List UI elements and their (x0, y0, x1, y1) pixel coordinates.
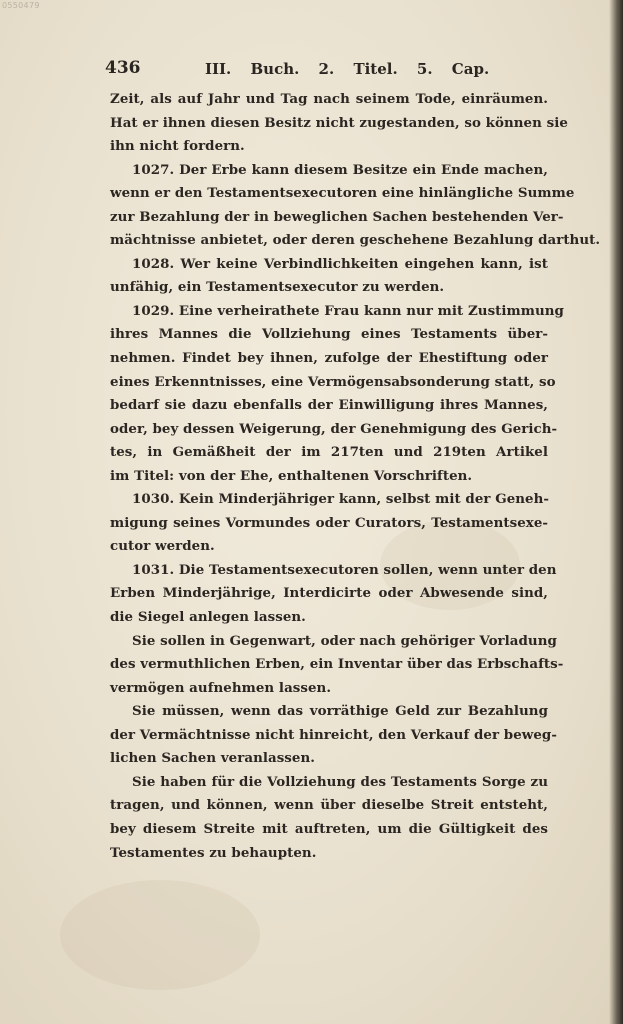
text-line: 1028. Wer keine Verbindlichkeiten eingehen kann, ist (132, 255, 548, 272)
paper-stain (60, 880, 260, 990)
text-line: 1027. Der Erbe kann diesem Besitze ein Ende machen, (132, 161, 548, 178)
text-line: 1031. Die Testamentsexecutoren sollen, wenn unter den (132, 561, 557, 578)
text-line: bedarf sie dazu ebenfalls der Einwilligung ihres Mannes, (110, 397, 548, 414)
body-text (110, 88, 601, 865)
text-line: im Titel: von der Ehe, enthaltenen Vorschriften. (110, 467, 473, 484)
text-line: zur Bezahlung der in beweglichen Sachen bestehenden Ver- (110, 208, 564, 225)
text-line: 1030. Kein Minderjähriger kann, selbst mit der Geneh- (132, 491, 550, 508)
text-line: Testamentes zu behaupten. (110, 844, 317, 861)
text-line: tragen, und können, wenn über dieselbe Streit entsteht, (110, 797, 548, 814)
text-line: Hat er ihnen diesen Besitz nicht zugestanden, so können sie (110, 114, 568, 131)
text-line: nehmen. Findet bey ihnen, zufolge der Ehestiftung oder (110, 350, 548, 367)
text-line: Sie sollen in Gegenwart, oder nach gehöriger Vorladung (132, 632, 557, 649)
text-line: bey diesem Streite mit auftreten, um die Gültigkeit des (110, 820, 548, 837)
text-line: lichen Sachen veranlassen. (110, 750, 315, 767)
text-line: mächtnisse anbietet, oder deren geschehene Bezahlung darthut. (110, 232, 601, 249)
text-line: Erben Minderjährige, Interdicirte oder Abwesende sind, (110, 585, 548, 602)
text-line: vermögen aufnehmen lassen. (110, 679, 332, 696)
text-line: tes, in Gemäßheit der im 217ten und 219ten Artikel (110, 444, 548, 461)
text-line: Sie haben für die Vollziehung des Testaments Sorge zu (132, 773, 548, 790)
page-number: 436 (105, 58, 141, 78)
text-line: Sie müssen, wenn das vorräthige Geld zur Bezahlung (132, 703, 548, 720)
text-line: migung seines Vormundes oder Curators, Testamentsexe- (110, 514, 548, 531)
text-line: die Siegel anlegen lassen. (110, 609, 306, 626)
text-line: oder, bey dessen Weigerung, der Genehmigung des Gerich- (110, 420, 558, 437)
running-head: III. Buch. 2. Titel. 5. Cap. (205, 60, 490, 78)
page-header (105, 58, 490, 84)
text-line: ihn nicht fordern. (110, 138, 245, 155)
text-line: eines Erkenntnisses, eine Vermögensabsonderung statt, so (110, 373, 556, 390)
text-line: cutor werden. (110, 538, 215, 555)
text-line: unfähig, ein Testamentsexecutor zu werden. (110, 279, 445, 296)
scan-id: 0550479 (2, 1, 40, 10)
text-line: Zeit, als auf Jahr und Tag nach seinem Tode, einräumen. (110, 91, 548, 107)
text-line: 1029. Eine verheirathete Frau kann nur mit Zustimmung (132, 302, 564, 319)
text-line: wenn er den Testamentsexecutoren eine hinlängliche Summe (110, 185, 575, 202)
text-line: des vermuthlichen Erben, ein Inventar über das Erbschafts- (110, 656, 564, 673)
text-line: ihres Mannes die Vollziehung eines Testaments über- (110, 326, 548, 343)
text-line: der Vermächtnisse nicht hinreicht, den Verkauf der beweg- (110, 726, 557, 743)
